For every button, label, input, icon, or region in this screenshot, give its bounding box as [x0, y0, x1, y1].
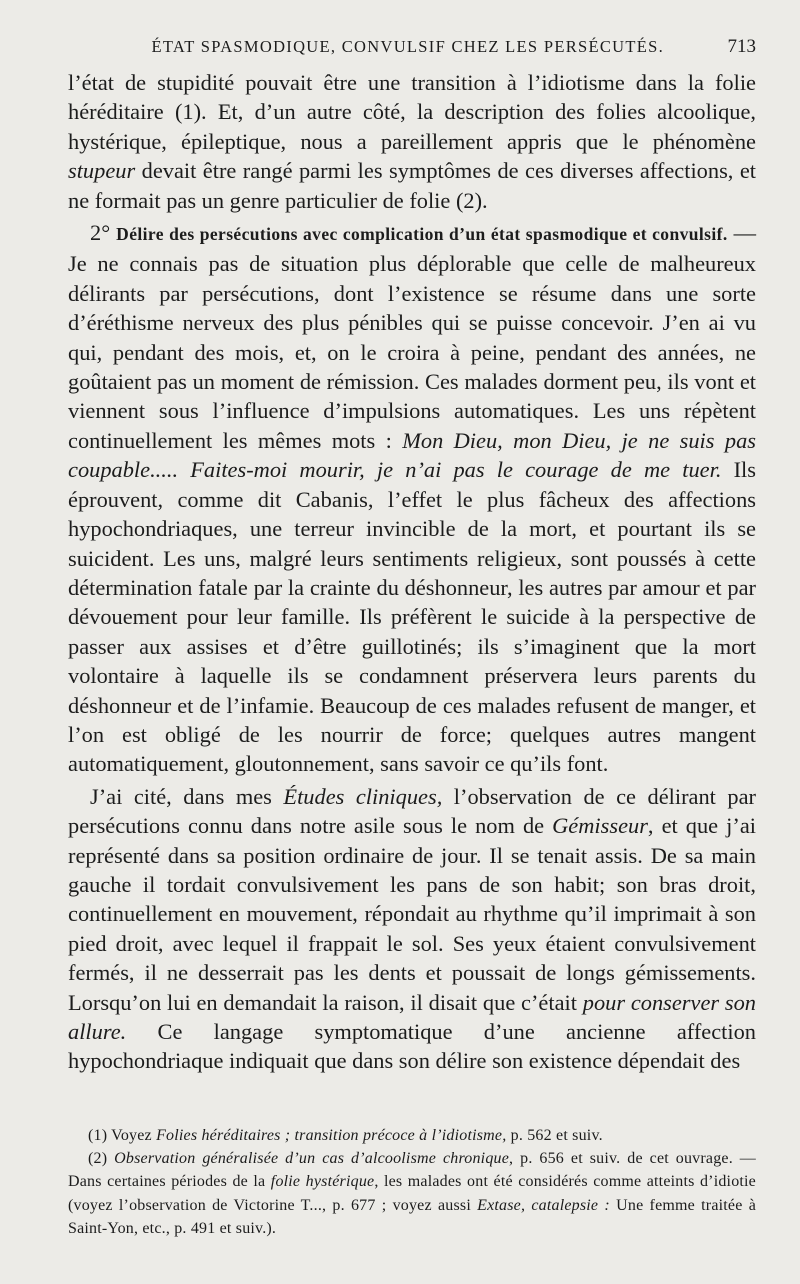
- italic-run: Folies héréditaires ; transition précoce à l’idiotisme,: [156, 1127, 507, 1144]
- text-run: Ce langage symptomatique d’une ancienne affection hypochondriaque indiquait que dans son délire son existence dépendait des: [68, 1019, 756, 1074]
- footnote-1: [68, 1124, 756, 1147]
- running-title: ÉTAT SPASMODIQUE, CONVULSIF CHEZ LES PERSÉCUTÉS.: [151, 37, 665, 56]
- italic-run: Études cliniques,: [283, 783, 443, 809]
- italic-run: folie hystérique: [270, 1173, 375, 1191]
- text-run: , p. 656 et suiv. de cet ouvrage. — Dans certaines périodes de la: [68, 1150, 756, 1191]
- text-run: , et que j’ai représenté dans sa position ordinaire de jour. Il se tenait assis. De sa main gauche il tordait convulsivement les pans de son habit; son bras droit, continuellement en mouvement, répondait au rhythme qu’il imprimait à son pied droit, avec lequel il frappait le sol. Ses yeux étaient convulsivement fermés, il ne desserrait pas les dents et poussait de longs gémissements. Lorsqu’on lui en demandait la raison, il disait que c’était: [68, 813, 757, 1015]
- text-run: — Je ne connais pas de situation plus déplorable que celle de malheureux délirants par persécutions, dont l’existence se résume dans une sorte d’éréthisme nerveux des plus pénibles qui se puisse concevoir. J’en ai vu qui, pendant des mois, et, on le croira à peine, pendant des années, ne goûtaient pas un moment de rémission. Ces malades dorment peu, ils vont et viennent sous l’influence d’impulsions automatiques. Les uns répètent continuellement les mêmes mots :: [68, 220, 756, 453]
- text-run: , les malades ont été considérés comme atteints d’idiotie (voyez l’observation de Victorine T..., p. 677 ; voyez aussi: [68, 1173, 756, 1214]
- section-number: 2°: [90, 220, 111, 246]
- text-run: (1) Voyez: [88, 1127, 157, 1144]
- footnotes: [68, 1124, 756, 1240]
- text-run: l’état de stupidité pouvait être une transition à l’idiotisme dans la folie héréditaire (1). Et, d’un autre côté, la description des folies alcoolique, hystérique, épileptique, nous a pareillement appris que le phénomène: [68, 70, 756, 154]
- text-run: Une femme traitée à Saint-Yon, etc., p. 491 et suiv.).: [68, 1196, 756, 1237]
- italic-run: pour conserver son allure.: [68, 989, 756, 1044]
- text-run: J’ai cité, dans mes: [90, 783, 284, 809]
- body-text: [68, 68, 756, 1076]
- section-heading: Délire des persécutions avec complication d’un état spasmodique et convulsif.: [116, 224, 728, 245]
- italic-run: Extase, catalepsie :: [477, 1196, 610, 1214]
- text-run: devait être rangé parmi les symptômes de ces diverses affections, et ne formait pas un genre particulier de folie (2).: [68, 158, 756, 213]
- paragraph-2: [68, 218, 756, 779]
- italic-run: Observation généralisée d’un cas d’alcoolisme chronique: [114, 1150, 510, 1168]
- text-run: l’observation de ce délirant par persécutions connu dans notre asile sous le nom de: [68, 783, 756, 839]
- italic-run: stupeur: [68, 158, 136, 184]
- text-run: p. 562 et suiv.: [506, 1127, 603, 1144]
- italic-run: Gémisseur: [552, 813, 648, 839]
- paragraph-3: [68, 782, 756, 1076]
- paragraph-1: [68, 68, 756, 215]
- text-run: Ils éprouvent, comme dit Cabanis, l’effet le plus fâcheux des affections hypochondriaques, une terreur invincible de la mort, et pourtant ils se suicident. Les uns, malgré leurs sentiments religieux, sont poussés à cette détermination fatale par la crainte du déshonneur, les autres par amour et par dévouement pour leur famille. Ils préfèrent le suicide à la perspective de passer aux assises et d’être guillotinés; ils s’imaginent que la mort volontaire à laquelle ils se condamnent préservera leurs parents du déshonneur et de l’infamie. Beaucoup de ces malades refusent de manger, et l’on est obligé de les nourrir de force; quelques autres mangent automatiquement, gloutonnement, sans savoir ce qu’ils font.: [68, 457, 756, 777]
- text-run: (2): [88, 1150, 115, 1168]
- footnote-2: [68, 1147, 756, 1240]
- running-header: [68, 36, 756, 66]
- italic-run: Mon Dieu, mon Dieu, je ne suis pas coupable..... Faites-moi mourir, je n’ai pas le courage de me tuer.: [68, 427, 756, 483]
- page-number: 713: [727, 36, 756, 57]
